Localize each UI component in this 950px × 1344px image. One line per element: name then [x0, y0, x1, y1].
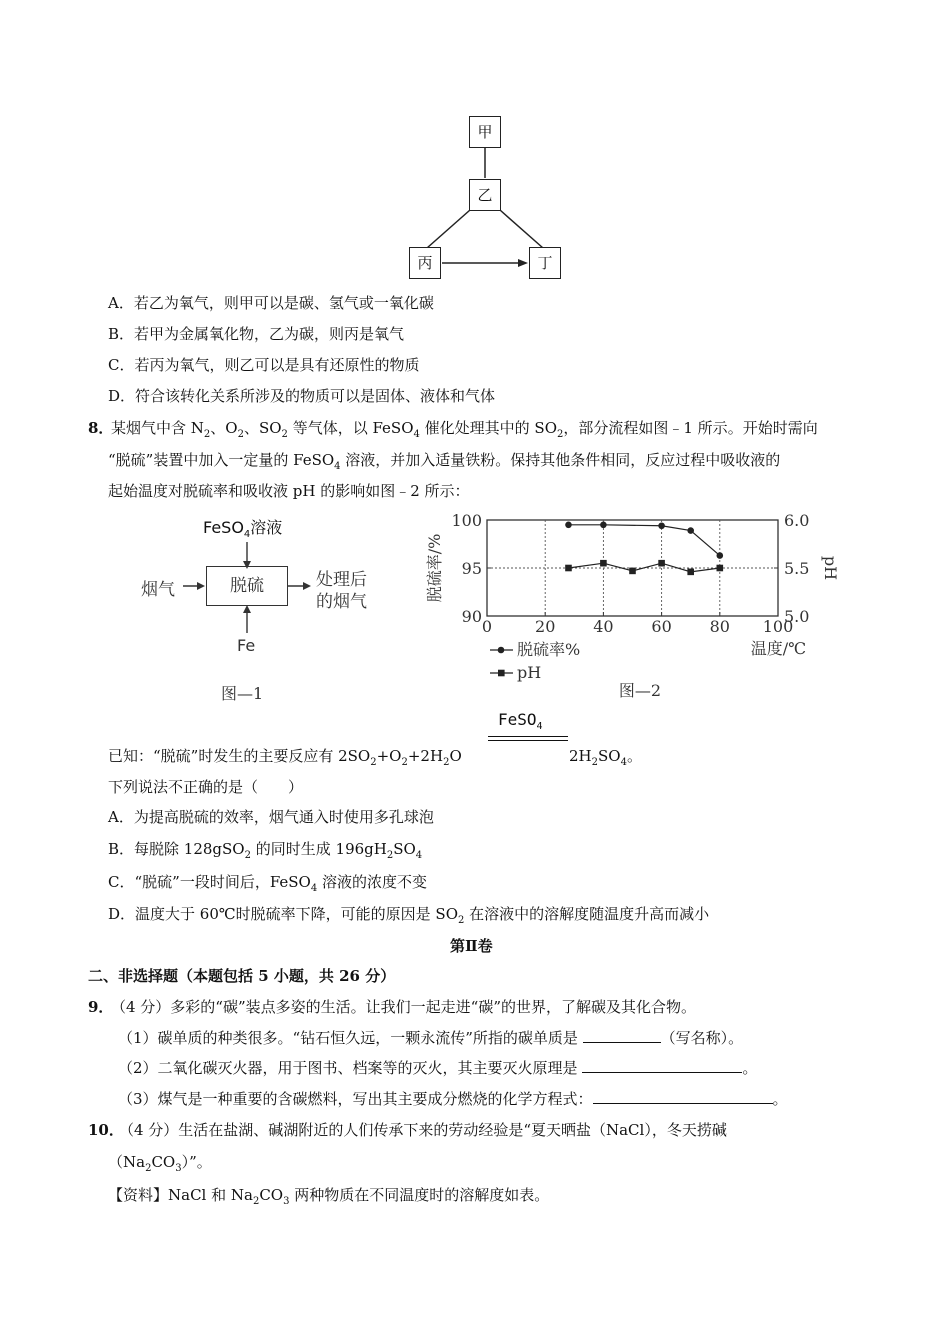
q10-data-note: 【资料】NaCl 和 $Na_2CO_3$ 两种物质在不同温度时的溶解度如表。 [108, 1186, 550, 1207]
node-bing: 丙 [409, 247, 441, 279]
y2-axis-label: pH [821, 555, 840, 581]
series-line-ph [568, 563, 719, 572]
q10-stem-line1: （4 分）生活在盐湖、碱湖附近的人们传承下来的劳动经验是“夏天晒盐（NaCl），冬天捞碱 [119, 1121, 727, 1139]
q8-option-b: B．每脱除 128gSO$_2$ 的同时生成 $196gH_2SO_4$ [108, 840, 423, 861]
y-tick-label: 95 [461, 559, 482, 578]
flow-input-label: 烟气 [141, 580, 175, 600]
data-point-ph [717, 565, 724, 572]
q7-option-b: B．若甲为金属氧化物，乙为碳，则丙是氧气 [108, 325, 405, 343]
legend-marker-desulfurization-rate [498, 647, 505, 654]
flow-top-label: FeSO$_4$溶液 [203, 518, 283, 541]
legend-label-ph: pH [517, 663, 542, 682]
desulfurization-chart [420, 505, 850, 715]
q8-option-a: A．为提高脱硫的效率，烟气通入时使用多孔球泡 [108, 808, 434, 826]
figure2-caption: 图—2 [618, 681, 662, 700]
data-point-desulfurization-rate [600, 522, 607, 529]
q9-number: 9． [88, 998, 114, 1016]
series-line-desulfurization-rate [568, 525, 719, 556]
data-point-desulfurization-rate [658, 522, 665, 529]
y-tick-label: 100 [451, 511, 482, 530]
x-tick-label: 100 [762, 617, 794, 636]
node-ding: 丁 [529, 247, 561, 279]
legend-label-desulfurization-rate: 脱硫率% [517, 640, 581, 659]
node-yi: 乙 [469, 179, 501, 211]
node-jia: 甲 [469, 116, 501, 148]
q8-stem-line3: 起始温度对脱硫率和吸收液 pH 的影响如图﹣2 所示： [108, 482, 470, 500]
legend-marker-ph [498, 670, 505, 677]
x-tick-label: 20 [535, 617, 556, 636]
y-tick-label: 90 [461, 607, 482, 626]
y2-tick-label: 5.0 [784, 607, 810, 626]
q9-blank-2[interactable] [582, 1058, 742, 1073]
q7-option-a: A．若乙为氧气，则甲可以是碳、氢气或一氧化碳 [108, 294, 434, 312]
q8-known-equation: 已知：“脱硫”时发生的主要反应有 $2SO_2+O_2+2H_2O$ [108, 747, 462, 768]
data-point-desulfurization-rate [687, 527, 694, 534]
q8-known-product: $2H_2SO_4$。 [569, 747, 642, 768]
q7-option-d: D．符合该转化关系所涉及的物质可以是固体、液体和气体 [108, 387, 496, 405]
q8-number: 8． [88, 419, 114, 437]
flow-desulfurization-box: 脱硫 [206, 566, 288, 606]
part-two-heading: 二、非选择题（本题包括 5 小题，共 26 分） [88, 967, 396, 985]
data-point-ph [658, 560, 665, 567]
y2-tick-label: 6.0 [784, 511, 810, 530]
x-tick-label: 0 [481, 617, 493, 636]
flow-fe-label: Fe [237, 636, 256, 655]
q8-option-d: D．温度大于 60℃时脱硫率下降，可能的原因是 $SO_2$ 在溶液中的溶解度随温度升高而减小 [108, 905, 710, 926]
section-heading: 第Ⅱ卷 [450, 937, 493, 955]
q10-stem-line2: $(Na_2CO_3)$”。 [108, 1153, 212, 1174]
flow-output-label-2: 的烟气 [316, 592, 367, 612]
q8-stem-line1: 某烟气中含 $N_2$、$O_2$、$SO_2$ 等气体，以 FeSO$_4$ 催化处理其中的 $SO_2$，部分流程如图﹣1 所示。开始时需向 [111, 419, 818, 440]
x-tick-label: 80 [709, 617, 730, 636]
x-tick-label: 60 [651, 617, 672, 636]
q9-sub3: （3）煤气是一种重要的含碳燃料，写出其主要成分燃烧的化学方程式： 。 [118, 1090, 788, 1108]
data-point-ph [629, 568, 636, 575]
q9-sub2: （2）二氧化碳灭火器，用于图书、档案等的灭火，其主要灭火原理是 。 [118, 1059, 758, 1077]
q9-stem: （4 分）多彩的“碳”装点多姿的生活。让我们一起走进“碳”的世界，了解碳及其化合物。 [111, 998, 696, 1016]
q8-stem-line2: “脱硫”装置中加入一定量的 FeSO$_4$ 溶液，并加入适量铁粉。保持其他条件相同，反应过程中吸收液的 [108, 451, 781, 472]
q8-question: 下列说法不正确的是（ ） [108, 778, 304, 796]
catalyst-label: FeSO$_4$ [498, 710, 543, 733]
x-tick-label: 40 [593, 617, 614, 636]
q7-option-c: C．若丙为氧气，则乙可以是具有还原性的物质 [108, 356, 420, 374]
data-point-ph [687, 569, 694, 576]
q9-sub1: （1）碳单质的种类很多。“钻石恒久远，一颗永流传”所指的碳单质是 （写名称）。 [118, 1029, 744, 1047]
equation-equals-sign [488, 736, 568, 741]
q9-blank-1[interactable] [583, 1028, 661, 1043]
data-point-desulfurization-rate [717, 552, 724, 559]
data-point-ph [565, 565, 572, 572]
x-axis-label: 温度/℃ [750, 639, 806, 658]
data-point-desulfurization-rate [565, 522, 572, 529]
y-axis-label: 脱硫率/% [425, 533, 444, 603]
q9-blank-3[interactable] [593, 1089, 773, 1104]
flow-output-label-1: 处理后 [316, 570, 367, 590]
y2-tick-label: 5.5 [784, 559, 810, 578]
data-point-ph [600, 560, 607, 567]
q8-option-c: C．“脱硫”一段时间后，FeSO$_4$ 溶液的浓度不变 [108, 873, 428, 894]
figure1-caption: 图—1 [221, 684, 264, 703]
q10-number: 10． [88, 1121, 124, 1139]
